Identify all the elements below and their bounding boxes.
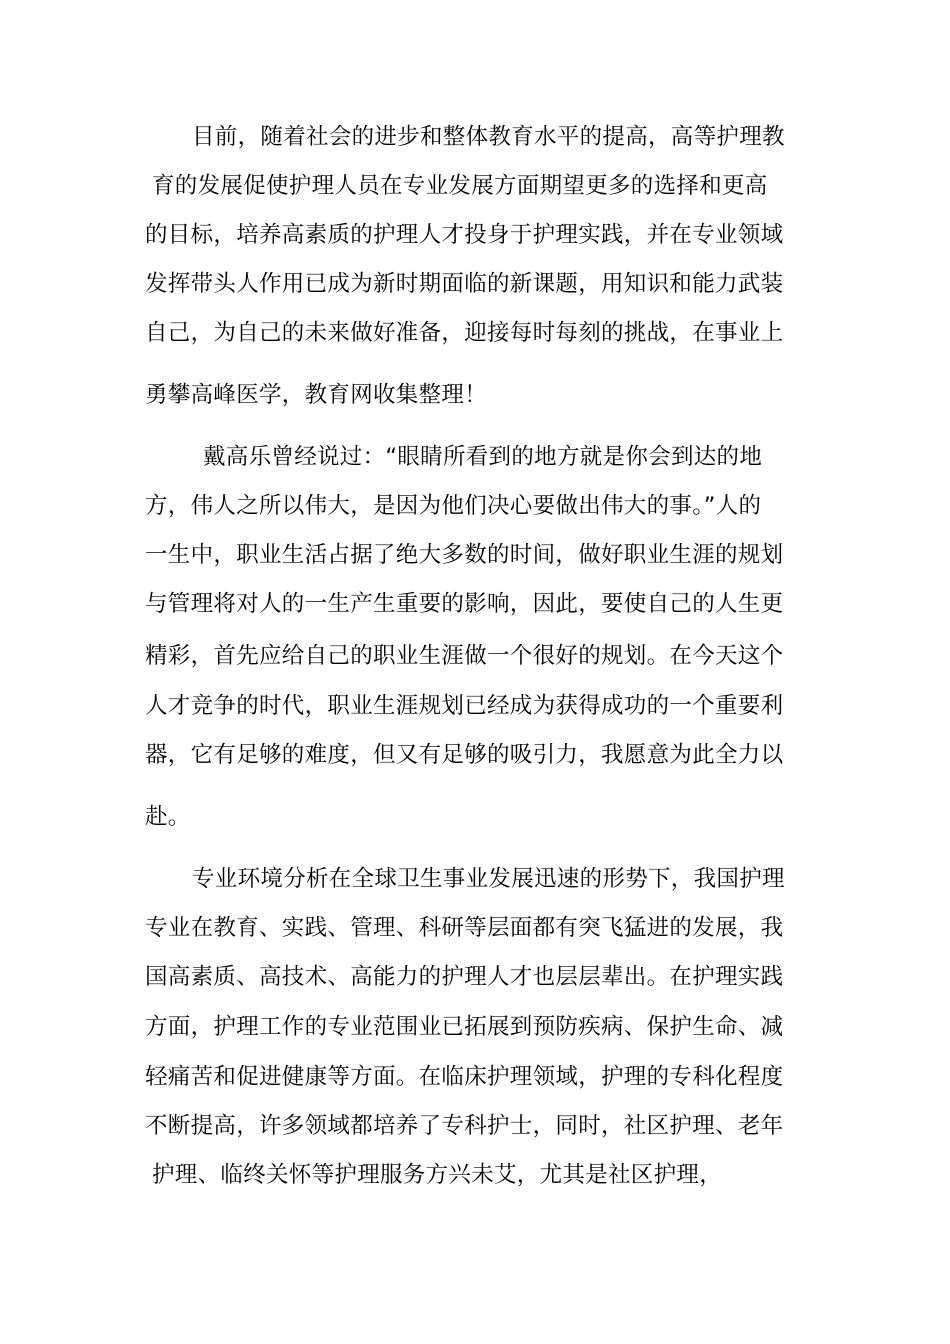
text-line: 方面，护理工作的专业范围业已拓展到预防疾病、保护生命、减	[145, 1014, 784, 1040]
text-line: 的目标，培养高素质的护理人才投身于护理实践，并在专业领域	[145, 222, 784, 248]
text-line: 人才竞争的时代，职业生涯规划已经成为获得成功的一个重要利	[145, 693, 784, 719]
text-line: 与管理将对人的一生产生重要的影响，因此，要使自己的人生更	[145, 591, 784, 617]
text-line: 轻痛苦和促进健康等方面。在临床护理领域，护理的专科化程度	[145, 1064, 784, 1090]
text-line: 专业在教育、实践、管理、科研等层面都有突飞猛进的发展，我	[145, 915, 784, 941]
text-line: 护理、临终关怀等护理服务方兴未艾，尤其是社区护理，	[152, 1162, 723, 1188]
text-line: 精彩，首先应给自己的职业生涯做一个很好的规划。在今天这个	[145, 643, 784, 669]
text-line: 一生中，职业生活占据了绝大多数的时间，做好职业生涯的规划	[145, 542, 784, 568]
text-line: 戴高乐曾经说过：“眼睛所看到的地方就是你会到达的地	[203, 444, 763, 470]
text-line: 专业环境分析在全球卫生事业发展迅速的形势下，我国护理	[192, 866, 785, 892]
text-line: 方，伟人之所以伟大，是因为他们决心要做出伟大的事。”人的	[145, 493, 762, 519]
text-line: 自己，为自己的未来做好准备，迎接每时每刻的挑战，在事业上	[145, 320, 784, 346]
text-line: 目前，随着社会的进步和整体教育水平的提高，高等护理教	[192, 124, 785, 150]
text-line: 发挥带头人作用已成为新时期面临的新课题，用知识和能力武装	[145, 271, 784, 297]
text-line: 国高素质、高技术、高能力的护理人才也层层辈出。在护理实践	[145, 964, 784, 990]
text-line: 不断提高，许多领域都培养了专科护士，同时，社区护理、老年	[145, 1113, 784, 1139]
text-line: 育的发展促使护理人员在专业发展方面期望更多的选择和更高	[152, 173, 768, 199]
text-line: 勇攀高峰医学，教育网收集整理！	[145, 382, 488, 408]
text-line: 器，它有足够的难度，但又有足够的吸引力，我愿意为此全力以	[145, 742, 784, 768]
text-line: 赴。	[145, 804, 191, 830]
